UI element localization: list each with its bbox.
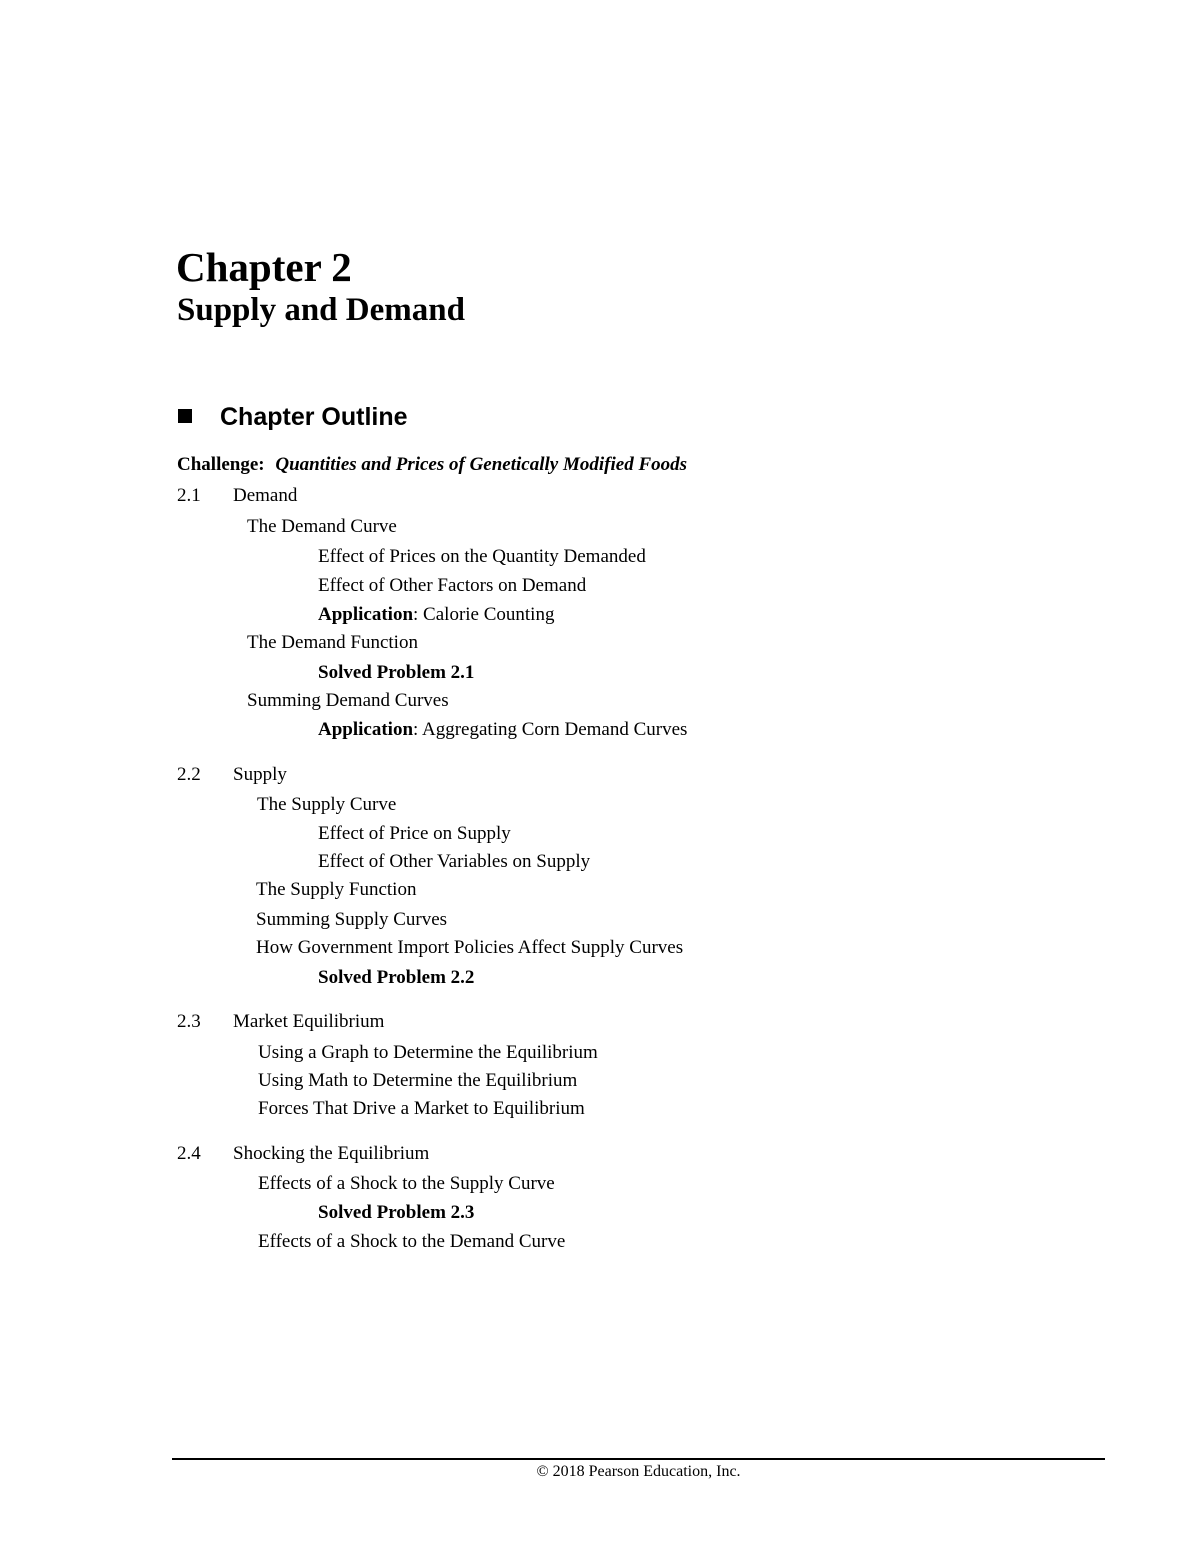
section-number: 2.2 bbox=[177, 764, 201, 785]
challenge-title: Quantities and Prices of Genetically Modified Foods bbox=[275, 454, 688, 475]
section-title: Supply bbox=[233, 764, 287, 785]
solved-problem-item: Solved Problem 2.1 bbox=[318, 662, 475, 683]
outline-item: The Supply Curve bbox=[257, 794, 397, 815]
outline-item: Effect of Other Variables on Supply bbox=[318, 851, 591, 872]
footer-copyright: © 2018 Pearson Education, Inc. bbox=[536, 1463, 741, 1480]
application-item bbox=[318, 603, 554, 627]
outline-item: Using a Graph to Determine the Equilibrium bbox=[258, 1042, 598, 1063]
square-bullet-icon bbox=[178, 409, 192, 423]
solved-problem-item: Solved Problem 2.2 bbox=[318, 967, 475, 988]
chapter-outline-heading bbox=[178, 400, 408, 434]
outline-item: Effects of a Shock to the Demand Curve bbox=[258, 1231, 566, 1252]
application-label: Application bbox=[318, 719, 414, 740]
application-label: Application bbox=[318, 604, 414, 625]
outline-item: The Demand Function bbox=[247, 632, 418, 653]
section-title: Market Equilibrium bbox=[233, 1011, 385, 1032]
challenge-label: Challenge: bbox=[177, 454, 265, 475]
outline-item: Effect of Prices on the Quantity Demanded bbox=[318, 546, 646, 567]
chapter-title: Chapter 2 bbox=[176, 244, 352, 290]
challenge-line bbox=[177, 453, 687, 477]
application-text: : Calorie Counting bbox=[413, 604, 555, 625]
outline-item: Effect of Price on Supply bbox=[318, 823, 511, 844]
section-number: 2.1 bbox=[177, 485, 201, 506]
application-item bbox=[318, 718, 687, 742]
footer-divider bbox=[172, 1458, 1105, 1460]
solved-problem-item: Solved Problem 2.3 bbox=[318, 1202, 475, 1223]
outline-item: Forces That Drive a Market to Equilibrium bbox=[258, 1098, 585, 1119]
outline-item: The Demand Curve bbox=[247, 516, 397, 537]
application-text: : Aggregating Corn Demand Curves bbox=[413, 719, 688, 740]
outline-item: The Supply Function bbox=[256, 879, 417, 900]
outline-item: Effect of Other Factors on Demand bbox=[318, 575, 587, 596]
outline-item: Using Math to Determine the Equilibrium bbox=[258, 1070, 578, 1091]
section-number: 2.4 bbox=[177, 1143, 201, 1164]
section-number: 2.3 bbox=[177, 1011, 201, 1032]
outline-item: Summing Supply Curves bbox=[256, 909, 448, 930]
outline-item: Effects of a Shock to the Supply Curve bbox=[258, 1173, 555, 1194]
outline-heading-text: Chapter Outline bbox=[220, 403, 408, 431]
section-title: Shocking the Equilibrium bbox=[233, 1143, 430, 1164]
outline-item: How Government Import Policies Affect Supply Curves bbox=[256, 937, 684, 958]
chapter-subtitle: Supply and Demand bbox=[177, 292, 465, 328]
outline-item: Summing Demand Curves bbox=[247, 690, 449, 711]
section-title: Demand bbox=[233, 485, 298, 506]
